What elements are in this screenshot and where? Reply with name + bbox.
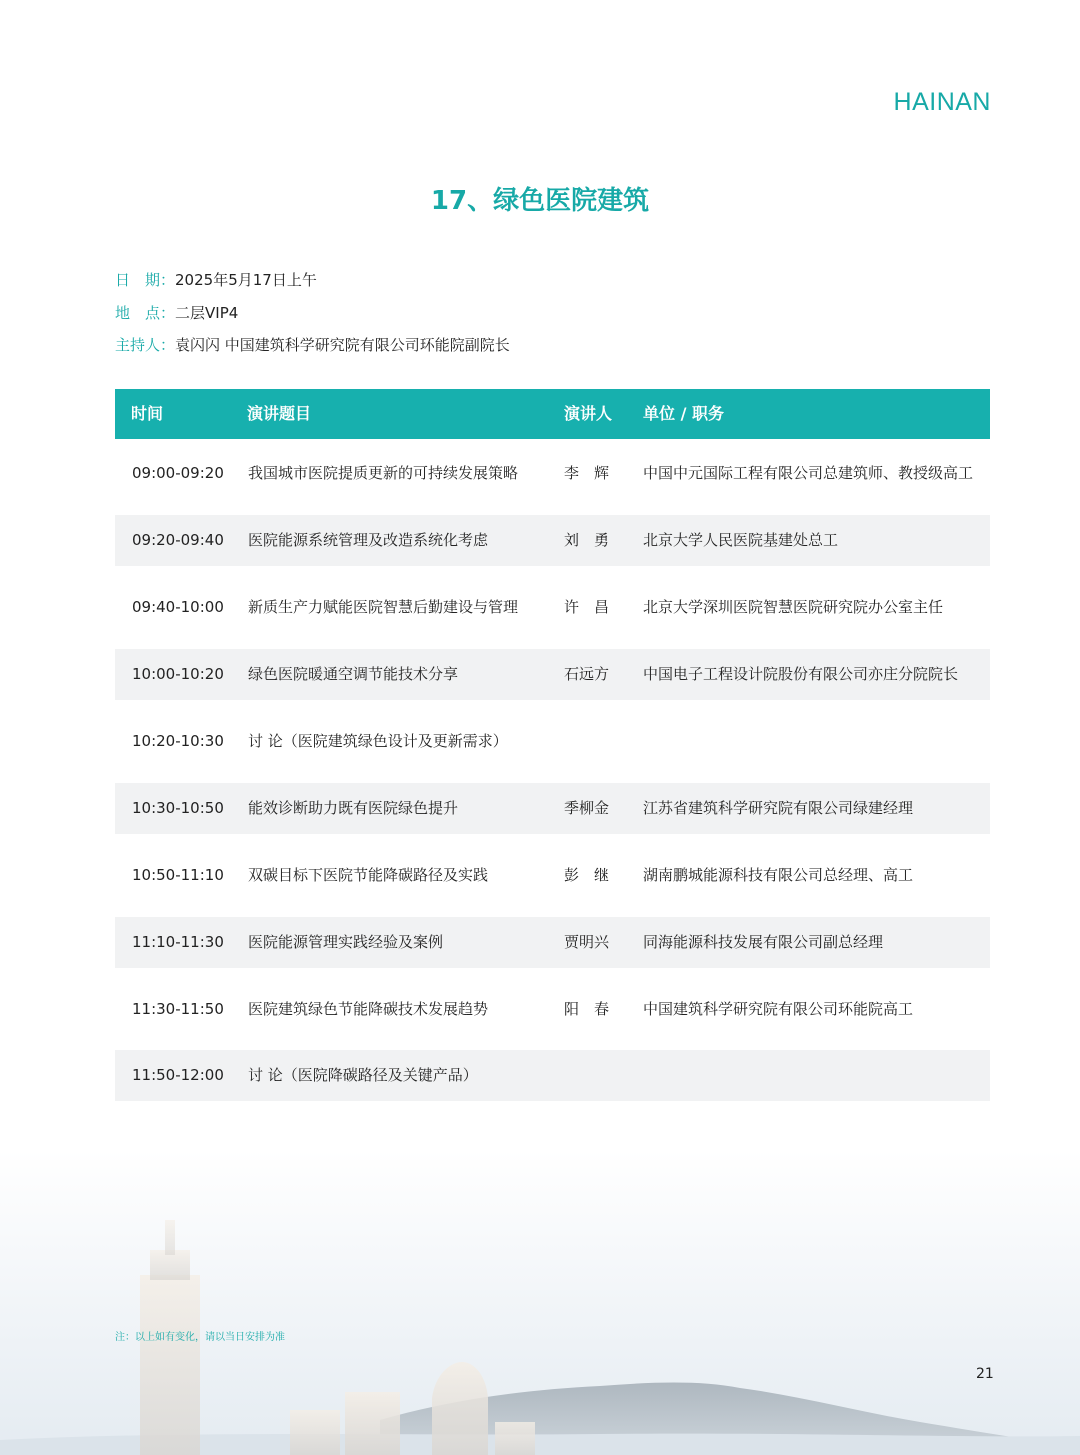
row-topic: 新质生产力赋能医院智慧后勤建设与管理: [248, 598, 519, 616]
header-org: 单位 / 职务: [643, 404, 724, 423]
row-org: 江苏省建筑科学研究院有限公司绿建经理: [643, 799, 914, 817]
row-org: 中国中元国际工程有限公司总建筑师、教授级高工: [643, 464, 974, 482]
row-org: 北京大学深圳医院智慧医院研究院办公室主任: [643, 598, 944, 616]
row-speaker: 季柳金: [564, 799, 610, 817]
row-time: 10:00-10:20: [132, 665, 224, 683]
info-location: [115, 303, 238, 323]
row-speaker: 刘 勇: [564, 531, 610, 549]
row-speaker: 李 辉: [564, 464, 610, 482]
host-value: 袁闪闪 中国建筑科学研究院有限公司环能院副院长: [175, 336, 510, 354]
date-value: 2025年5月17日上午: [175, 271, 317, 289]
row-topic: 讨 论（医院降碳路径及关键产品）: [248, 1066, 478, 1084]
row-topic: 绿色医院暖通空调节能技术分享: [248, 665, 459, 683]
row-time: 11:10-11:30: [132, 933, 224, 951]
row-time: 09:20-09:40: [132, 531, 224, 549]
table-row: [115, 1050, 990, 1101]
table-row: [115, 984, 990, 1035]
table-row: [115, 515, 990, 566]
row-speaker: 彭 继: [564, 866, 610, 884]
row-topic: 医院建筑绿色节能降碳技术发展趋势: [248, 1000, 489, 1018]
header-topic: 演讲题目: [247, 404, 312, 423]
row-time: 10:20-10:30: [132, 732, 224, 750]
host-label: 主持人：: [115, 336, 176, 354]
table-row: [115, 850, 990, 901]
row-speaker: 阳 春: [564, 1000, 610, 1018]
schedule-table-header: [115, 389, 990, 439]
info-host: [115, 335, 510, 355]
row-topic: 双碳目标下医院节能降碳路径及实践: [248, 866, 489, 884]
row-org: 同海能源科技发展有限公司副总经理: [643, 933, 884, 951]
table-row: [115, 783, 990, 834]
row-topic: 我国城市医院提质更新的可持续发展策略: [248, 464, 519, 482]
row-time: 11:30-11:50: [132, 1000, 224, 1018]
row-time: 09:40-10:00: [132, 598, 224, 616]
row-org: 湖南鹏城能源科技有限公司总经理、高工: [643, 866, 914, 884]
page-title: 17、绿色医院建筑: [430, 186, 650, 216]
row-org: 中国建筑科学研究院有限公司环能院高工: [643, 1000, 914, 1018]
city-skyline-illustration: [0, 1150, 1080, 1455]
table-row: [115, 917, 990, 968]
header-speaker: 演讲人: [564, 404, 613, 423]
footnote: 注：以上如有变化，请以当日安排为准: [115, 1332, 285, 1343]
date-label: 日 期：: [115, 271, 176, 289]
row-speaker: 石远方: [564, 665, 610, 683]
location-value: 二层VIP4: [175, 304, 239, 322]
table-row: [115, 448, 990, 499]
row-topic: 能效诊断助力既有医院绿色提升: [248, 799, 459, 817]
row-time: 09:00-09:20: [132, 464, 224, 482]
page-number: 21: [976, 1366, 994, 1382]
row-org: 北京大学人民医院基建处总工: [643, 531, 839, 549]
header-time: 时间: [131, 404, 164, 423]
row-topic: 医院能源系统管理及改造系统化考虑: [248, 531, 489, 549]
row-speaker: 许 昌: [564, 598, 610, 616]
table-row: [115, 716, 990, 767]
row-topic: 医院能源管理实践经验及案例: [248, 933, 444, 951]
row-time: 10:50-11:10: [132, 866, 224, 884]
table-row: [115, 582, 990, 633]
table-row: [115, 649, 990, 700]
row-time: 11:50-12:00: [132, 1066, 224, 1084]
row-org: 中国电子工程设计院股份有限公司亦庄分院院长: [643, 665, 959, 683]
brand-label: HAINAN: [893, 88, 991, 116]
info-date: [115, 270, 317, 290]
row-speaker: 贾明兴: [564, 933, 610, 951]
location-label: 地 点：: [115, 304, 176, 322]
row-time: 10:30-10:50: [132, 799, 224, 817]
row-topic: 讨 论（医院建筑绿色设计及更新需求）: [248, 732, 508, 750]
